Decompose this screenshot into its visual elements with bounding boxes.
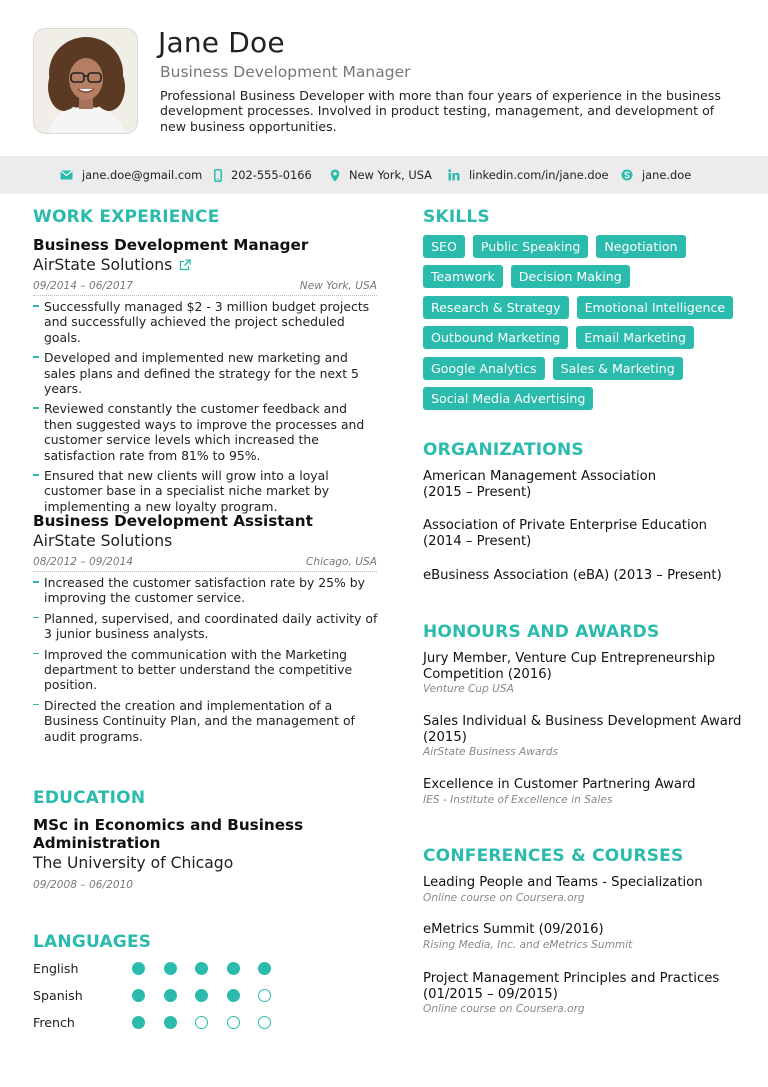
skill-tag: Public Speaking [473, 235, 589, 258]
education-heading: EDUCATION [33, 788, 146, 808]
level-dot-filled [132, 989, 145, 1002]
job-title: Business Development Manager [160, 63, 411, 81]
level-dot-filled [164, 1016, 177, 1029]
conferences-heading: CONFERENCES & COURSES [423, 846, 684, 866]
award-item [423, 714, 743, 760]
award-item [423, 651, 743, 697]
language-level [132, 962, 290, 975]
external-link-icon[interactable] [179, 259, 191, 271]
school: The University of Chicago [33, 854, 234, 872]
job-1-bullets [33, 299, 378, 519]
skills-tags [423, 235, 743, 417]
bullet-item: Improved the communication with the Marketing department to better understand the competitive position. [33, 647, 378, 693]
skill-tag: Social Media Advertising [423, 387, 593, 410]
conference-name: eMetrics Summit (09/2016) [423, 922, 604, 937]
job-2-location: Chicago, USA [305, 556, 377, 568]
organization-item: eBusiness Association (eBA) (2013 – Present) [423, 568, 722, 583]
contact-linkedin[interactable] [448, 156, 609, 194]
skill-tag: Research & Strategy [423, 296, 569, 319]
bullet-item: Successfully managed $2 - 3 million budget projects and successfully achieved the project scheduled goals. [33, 299, 378, 345]
profile-photo [33, 28, 138, 134]
skill-tag: Negotiation [596, 235, 685, 258]
job-1-title: Business Development Manager [33, 236, 309, 254]
portrait-image [34, 29, 138, 134]
skype-text: jane.doe [642, 168, 692, 182]
degree: MSc in Economics and Business Administration [33, 816, 304, 852]
level-dot-filled [195, 962, 208, 975]
awards-heading: HONOURS AND AWARDS [423, 622, 660, 642]
phone-text: 202-555-0166 [231, 168, 312, 182]
conference-org: Rising Media, Inc. and eMetrics Summit [423, 938, 633, 951]
contact-phone[interactable] [214, 156, 312, 194]
work-experience-heading: WORK EXPERIENCE [33, 207, 220, 227]
bullet-item: Increased the customer satisfaction rate by 25% by improving the customer service. [33, 575, 378, 606]
job-1-company [33, 256, 191, 274]
contact-location [330, 156, 432, 194]
conference-item [423, 922, 743, 953]
level-dot-filled [258, 962, 271, 975]
skill-tag: Sales & Marketing [553, 357, 683, 380]
language-name: Spanish [33, 988, 83, 1003]
level-dot-filled [164, 962, 177, 975]
skill-tag: Emotional Intelligence [577, 296, 734, 319]
level-dot-filled [132, 962, 145, 975]
education-dates: 09/2008 – 06/2010 [33, 879, 134, 891]
email-icon [60, 170, 73, 180]
conference-org: Online course on Coursera.org [423, 891, 585, 904]
bullet-item: Ensured that new clients will grow into a loyal customer base in a specialist niche market by implementing a new loyalty program. [33, 468, 378, 514]
job-2-company [33, 532, 172, 550]
level-dot-empty [195, 1016, 208, 1029]
skype-icon [621, 169, 633, 181]
bullet-item: Developed and implemented new marketing and sales plans and defined the strategy for the next 5 years. [33, 350, 378, 396]
organizations-heading: ORGANIZATIONS [423, 440, 584, 460]
profile-summary: Professional Business Developer with more than four years of experience in the business development processes. Involved in product testing, management, and development of new business opportunities. [160, 88, 721, 134]
conference-name: Project Management Principles and Practices (01/2015 – 09/2015) [423, 971, 720, 1002]
level-dot-filled [227, 989, 240, 1002]
organization-item: American Management Association (2015 – Present) [423, 469, 657, 500]
conference-org: Online course on Coursera.org [423, 1003, 585, 1016]
language-level [132, 1016, 290, 1029]
level-dot-filled [227, 962, 240, 975]
email-text: jane.doe@gmail.com [82, 168, 203, 182]
level-dot-empty [258, 989, 271, 1002]
contact-email[interactable] [60, 156, 202, 194]
job-2-company-name: AirState Solutions [33, 532, 173, 550]
conference-name: Leading People and Teams - Specialization [423, 875, 703, 890]
phone-icon [214, 169, 222, 182]
person-name: Jane Doe [158, 26, 285, 59]
job-1-location: New York, USA [299, 280, 377, 292]
award-org: IES - Institute of Excellence in Sales [423, 793, 613, 806]
award-name: Sales Individual & Business Development Award (2015) [423, 714, 742, 745]
bullet-item: Directed the creation and implementation of a Business Continuity Plan, and the management of audit programs. [33, 698, 378, 744]
language-level [132, 989, 290, 1002]
award-name: Jury Member, Venture Cup Entrepreneurship Competition (2016) [423, 651, 716, 682]
divider [33, 571, 377, 572]
job-2-dates: 08/2012 – 09/2014 [33, 556, 134, 568]
skill-tag: Decision Making [511, 265, 630, 288]
conference-item [423, 971, 743, 1017]
level-dot-filled [164, 989, 177, 1002]
level-dot-filled [132, 1016, 145, 1029]
linkedin-text: linkedin.com/in/jane.doe [469, 168, 609, 182]
job-2-bullets [33, 575, 378, 749]
job-2-title: Business Development Assistant [33, 512, 313, 530]
award-org: AirState Business Awards [423, 746, 559, 759]
language-name: French [33, 1015, 75, 1030]
skills-heading: SKILLS [423, 207, 490, 227]
skill-tag: Outbound Marketing [423, 326, 568, 349]
language-name: English [33, 961, 79, 976]
organization-item: Association of Private Enterprise Education (2014 – Present) [423, 518, 708, 549]
job-1-company-name: AirState Solutions [33, 256, 173, 274]
bullet-item: Planned, supervised, and coordinated daily activity of 3 junior business analysts. [33, 611, 378, 642]
divider [33, 295, 377, 296]
conference-item [423, 875, 743, 906]
linkedin-icon [448, 169, 460, 181]
languages-heading: LANGUAGES [33, 932, 152, 952]
skill-tag: Teamwork [423, 265, 503, 288]
level-dot-empty [258, 1016, 271, 1029]
bullet-item: Reviewed constantly the customer feedback and then suggested ways to improve the processes and customer service levels which increased the satisfaction rate from 81% to 95%. [33, 401, 378, 463]
location-text: New York, USA [349, 168, 432, 182]
contact-bar [0, 156, 768, 194]
award-item [423, 777, 743, 808]
job-1-dates: 09/2014 – 06/2017 [33, 280, 134, 292]
skill-tag: Google Analytics [423, 357, 545, 380]
level-dot-empty [227, 1016, 240, 1029]
award-name: Excellence in Customer Partnering Award [423, 777, 696, 792]
skill-tag: Email Marketing [576, 326, 694, 349]
skill-tag: SEO [423, 235, 465, 258]
contact-skype[interactable] [621, 156, 691, 194]
level-dot-filled [195, 989, 208, 1002]
location-pin-icon [330, 169, 340, 182]
award-org: Venture Cup USA [423, 683, 514, 696]
